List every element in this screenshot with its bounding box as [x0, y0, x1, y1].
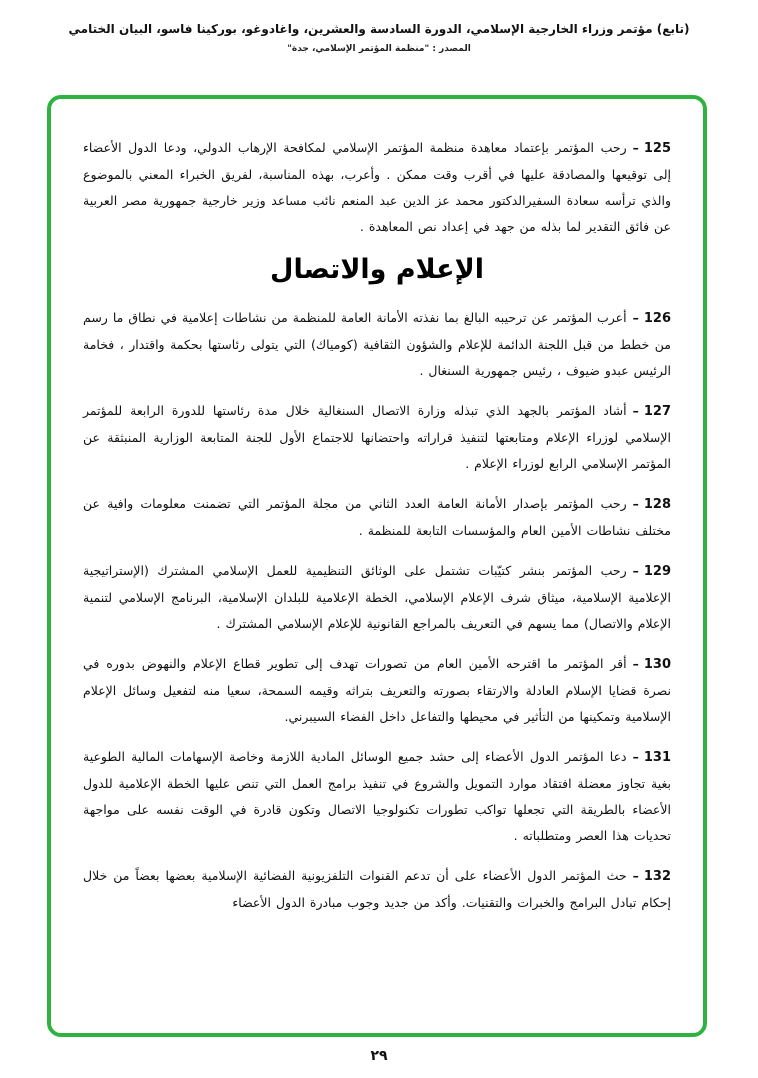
- paragraph-number: 129: [643, 564, 671, 579]
- paragraph-number: 125: [643, 141, 671, 156]
- paragraph: [83, 135, 671, 240]
- header-title: (تابع) مؤتمر وزراء الخارجية الإسلامي، الدورة السادسة والعشرين، واغادوغو، بوركينا فاسو، البيان الختامي: [68, 22, 690, 36]
- paragraph-number: 127: [643, 404, 671, 419]
- paragraph-text: أقر المؤتمر ما اقترحه الأمين العام من تصورات تهدف إلى تطوير قطاع الإعلام والنهوض بدوره في نصرة قضايا الإسلام العادلة والارتقاء بصورته والتعريف بتراثه وقيمه السمحة، سعيا منه لتفعيل وسائل الإعلام الإسلامية وتمكينها من التأثير في محيطها والتفاعل داخل الفضاء السيبرني.: [83, 656, 671, 724]
- paragraph-text: رحب المؤتمر بنشر كتيّبات تشتمل على الوثائق التنظيمية للعمل الإسلامي المشترك (الإستراتيجية الإعلامية الإسلامية، ميثاق شرف الإعلام الإسلامي، الخطة الإعلامية للبلدان الإسلامية، البرنامج الإسلامي لتنمية الإعلام والاتصال) مما يسهم في التعريف بالمراجع القانونية للإعلام الإسلامي المشترك .: [83, 563, 671, 631]
- paragraph-dash: –: [632, 403, 639, 418]
- header-source: المصدر : "منظمة المؤتمر الإسلامي، جدة": [287, 44, 471, 54]
- paragraph-number: 130: [643, 657, 671, 672]
- paragraph: [83, 305, 671, 384]
- paragraph-number: 131: [643, 750, 671, 765]
- page-number: ٢٩: [370, 1048, 388, 1064]
- paragraph-number: 126: [643, 311, 671, 326]
- paragraph-dash: –: [632, 140, 639, 155]
- paragraph: [83, 491, 671, 544]
- green-border-frame: [47, 95, 707, 1037]
- document-content: [83, 135, 671, 916]
- section-heading: الإعلام والاتصال: [270, 254, 484, 285]
- page-header: [0, 0, 758, 54]
- paragraph-text: رحب المؤتمر بإصدار الأمانة العامة العدد الثاني من مجلة المؤتمر التي تضمنت معلومات وافية عن مختلف نشاطات الأمين العام والمؤسسات التابعة للمنظمة .: [83, 496, 671, 538]
- paragraph-text: أعرب المؤتمر عن ترحيبه البالغ بما نفذته الأمانة العامة للمنظمة من نشاطات إعلامية في نطاق ما رسم من خطط من قبل اللجنة الدائمة للإعلام والشؤون الثقافية (كومياك) التي يتولى رئاستها بحكمة واقتدار ، فخامة الرئيس عبدو ضيوف ، رئيس جمهورية السنغال .: [83, 310, 671, 378]
- paragraph: [83, 398, 671, 477]
- paragraph-text: رحب المؤتمر بإعتماد معاهدة منظمة المؤتمر الإسلامي لمكافحة الإرهاب الدولي، ودعا الدول الأعضاء إلى توقيعها والمصادقة عليها في أقرب وقت ممكن . وأعرب، بهذه المناسبة، لفريق الخبراء المعني بالموضوع والذي ترأسه سعادة السفيرالدكتور محمد عز الدين عبد المنعم نائب مساعد وزير خارجية جمهورية مصر العربية عن فائق التقدير لما بذله من جهد في إعداد نص المعاهدة .: [83, 140, 671, 234]
- paragraph-dash: –: [632, 310, 639, 325]
- paragraph: [83, 651, 671, 730]
- paragraph-text: أشاد المؤتمر بالجهد الذي تبذله وزارة الاتصال السنغالية خلال مدة رئاستها للدورة الرابعة للمؤتمر الإسلامي لوزراء الإعلام ومتابعتها لتنفيذ قراراته واحتضانها للاجتماع الأول للجنة المتابعة الوزارية المنبثقة عن المؤتمر الإسلامي الرابع لوزراء الإعلام .: [83, 403, 671, 471]
- paragraph-number: 132: [643, 869, 671, 884]
- paragraph-text: دعا المؤتمر الدول الأعضاء إلى حشد جميع الوسائل المادية اللازمة وخاصة الإسهامات المالية الطوعية بغية تجاوز معضلة افتقاد موارد التمويل والشروع في تنفيذ برامج العمل التي تنص عليها الخطة الإعلامية للدول الأعضاء بالطريقة التي تجعلها تواكب تطورات تكنولوجيا الاتصال وتكون قادرة في الوقت نفسه على مواجهة تحديات هذا العصر ومتطلباته .: [83, 749, 671, 843]
- paragraph-dash: –: [632, 656, 639, 671]
- paragraph-dash: –: [632, 749, 639, 764]
- paragraph: [83, 863, 671, 916]
- paragraph-number: 128: [643, 497, 671, 512]
- paragraph: [83, 558, 671, 637]
- paragraph-dash: –: [632, 496, 639, 511]
- paragraph: [83, 744, 671, 849]
- paragraph-dash: –: [632, 563, 639, 578]
- paragraph-dash: –: [632, 868, 639, 883]
- paragraph-text: حث المؤتمر الدول الأعضاء على أن تدعم القنوات التلفزيونية الفضائية الإسلامية بعضها بعضاً من خلال إحكام تبادل البرامج والخبرات والتقنيات. وأكد من جديد وجوب مبادرة الدول الأعضاء: [83, 868, 671, 910]
